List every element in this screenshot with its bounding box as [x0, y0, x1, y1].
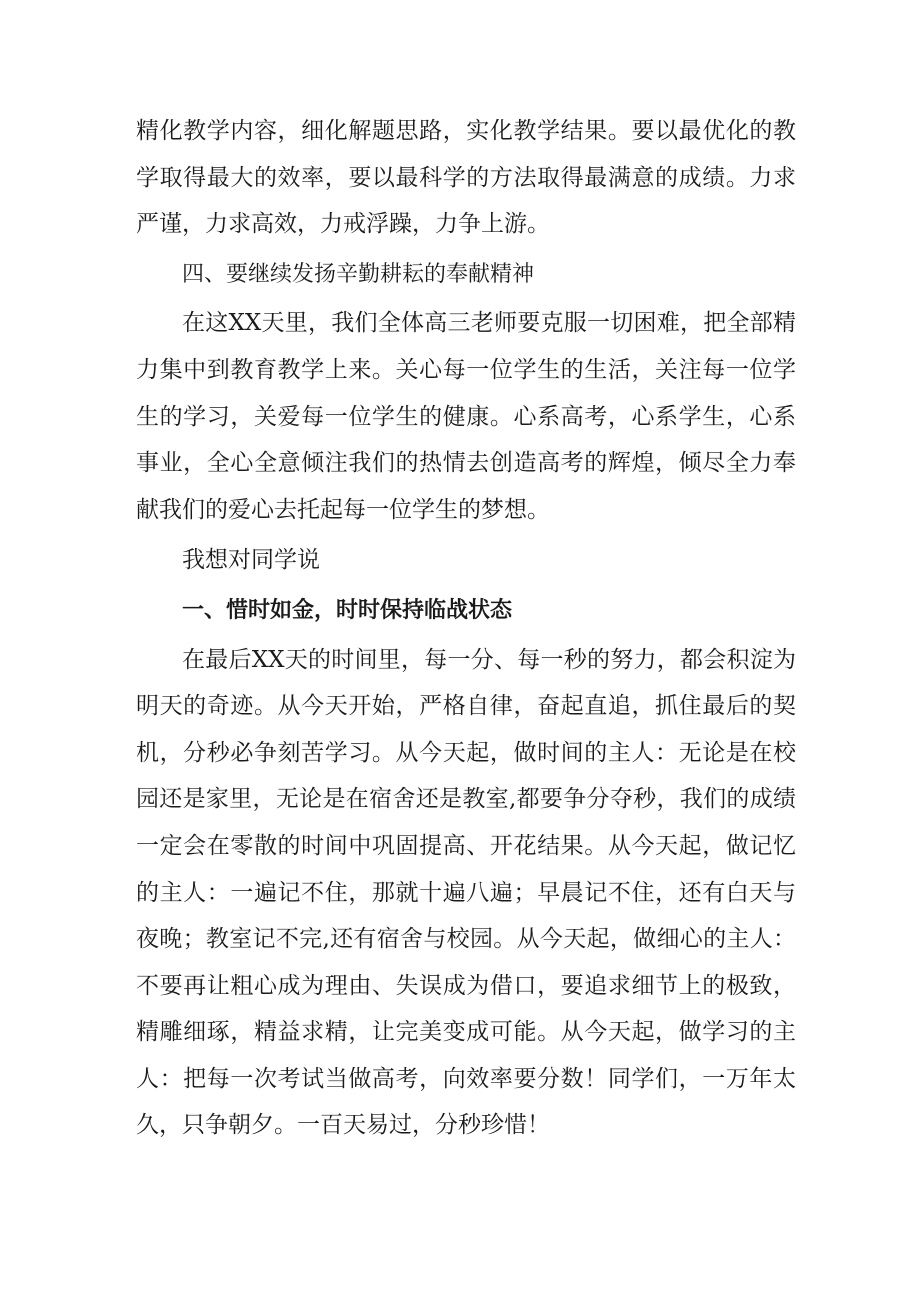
- section-heading: 一、惜时如金，时时保持临战状态: [182, 597, 513, 623]
- subtitle: 我想对同学说: [182, 547, 320, 574]
- body-paragraph: 在最后XX天的时间里，每一分、每一秒的努力，都会积淀为明天的奇迹。从今天开始，严格自律，奋起直追，抓住最后的契机，分秒必争刻苦学习。从今天起，做时间的主人：无论是在校园还是家里，无论是在宿舍还是教室,都要争分夺秒，我们的成绩一定会在零散的时间中巩固提高、开花结果。从今天起，做记忆的主人：一遍记不住，那就十遍八遍；早晨记不住，还有白天与夜晚；教室记不完,还有宿舍与校园。从今天起，做细心的主人：不要再让粗心成为理由、失误成为借口，要追求细节上的极致，精雕细琢，精益求精，让完美变成可能。从今天起，做学习的主人：把每一次考试当做高考，向效率要分数！同学们，一万年太久，只争朝夕。一百天易过，分秒珍惜！: [136, 646, 796, 1139]
- section-heading: 四、要继续发扬辛勤耕耘的奉献精神: [182, 261, 535, 287]
- body-paragraph: 在这XX天里，我们全体高三老师要克服一切困难，把全部精力集中到教育教学上来。关心每一位学生的生活，关注每一位学生的学习，关爱每一位学生的健康。心系高考，心系学生，心系事业，全心全意倾注我们的热情去创造高考的辉煌，倾尽全力奉献我们的爱心去托起每一位学生的梦想。: [136, 310, 796, 523]
- document-page: [136, 108, 796, 1149]
- body-paragraph: 精化教学内容，细化解题思路，实化教学结果。要以最优化的教学取得最大的效率，要以最科学的方法取得最满意的成绩。力求严谨，力求高效，力戒浮躁，力争上游。: [136, 118, 796, 238]
